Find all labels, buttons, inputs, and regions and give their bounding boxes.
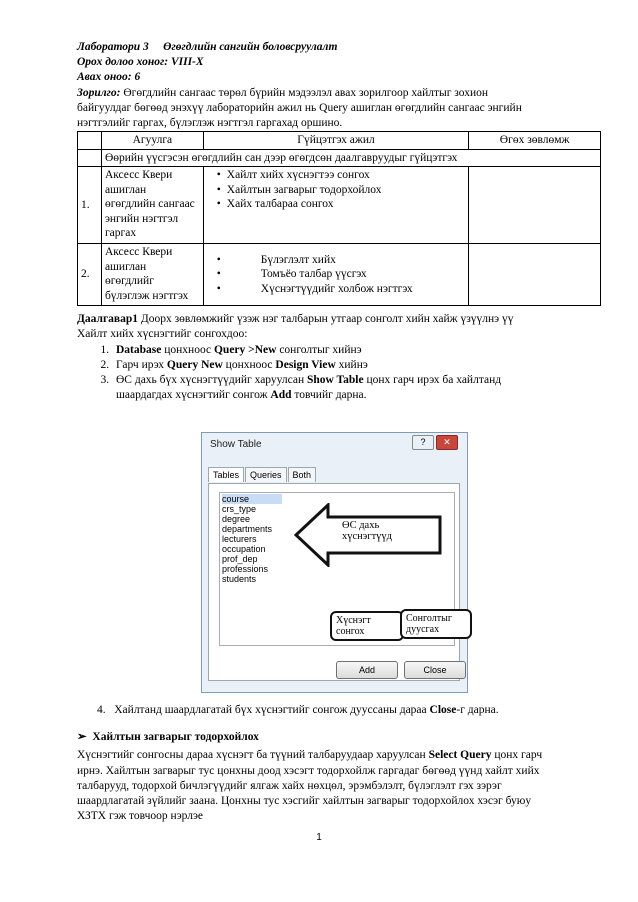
arrow-callout-text [342, 520, 392, 542]
document-page [77, 40, 577, 403]
section-heading-text: Хайлтын загварыг тодорхойлох [92, 731, 259, 744]
row-number: 1. [78, 167, 102, 244]
lab-title-line [77, 40, 577, 55]
lab-topic: Өгөгдлийн сангийн боловсруулалт [163, 41, 338, 53]
callout-line: Сонголтыг [406, 613, 452, 624]
content-line: ашиглан [104, 260, 147, 273]
step4-text: Хайлтанд шаардлагатай бүх хүснэгтийг сонгож дууссаны дараа [114, 704, 430, 716]
row-tasks [203, 167, 469, 244]
task-list [207, 168, 466, 212]
points-label: Авах оноо: [77, 71, 132, 84]
lower-section [77, 703, 597, 824]
tab-both[interactable]: Both [288, 467, 317, 482]
list-item[interactable]: crs_type [222, 504, 257, 514]
add-callout [330, 611, 404, 641]
add-button[interactable]: Add [336, 661, 398, 679]
task1-steps [77, 343, 577, 404]
list-item: • Бүлэглэлт хийх [219, 253, 466, 268]
step4 [77, 703, 597, 718]
task1-intro-2: Хайлт хийх хүснэгтийг сонгохдоо: [77, 328, 248, 341]
para-line: ирнэ. Хайлтын загварыг тус цонхны доод хэсэгт тодорхойлж гаргадаг бөгөөд үүнд хайлт хийх [77, 764, 540, 777]
header-tasks: Гүйцэтгэх ажил [203, 132, 469, 150]
list-item: • Хайх талбараа сонгох [219, 197, 466, 212]
list-item: 1. Database цонхноос Query >New сонголтыг хийнэ [112, 343, 577, 358]
list-item[interactable]: lecturers [222, 534, 257, 544]
tab-queries[interactable]: Queries [245, 467, 287, 482]
lab-title: Лаборатори 3 [77, 41, 149, 53]
para-line: Хүснэгтийг сонгосны дараа хүснэгт ба түүний талбаруудаар харуулсан Select Query цонх гарч [77, 749, 543, 762]
dialog-tabs [208, 467, 317, 482]
list-item: 2. Гарч ирэх Query New цонхноос Design View хийнэ [112, 358, 577, 373]
content-line: гаргах [104, 227, 137, 240]
row-number: 2. [78, 244, 102, 306]
list-item[interactable]: course [222, 494, 282, 504]
content-line: Аксесс Квери [104, 246, 173, 259]
week-value: VIII-X [170, 56, 204, 69]
list-item[interactable]: departments [222, 524, 273, 534]
goal-line-3: нэгтгэлийг гаргах, бүлэглэж нэгтгэл гаргахад оршино. [77, 117, 343, 130]
callout-line: дуусгах [406, 624, 440, 635]
task1-intro: Доорх зөвлөмжийг үзэж нэг талбарын утгаар сонголт хийн хайж үзүүлнэ үү [140, 313, 514, 326]
header-content: Агуулга [101, 132, 203, 150]
table-span-row [78, 149, 601, 167]
goal-line-2: байгуулдаг бөгөөд энэхүү лабораторийн ажил нь Query ашиглан өгөгдлийн сангаас энгийн [77, 101, 522, 114]
section-heading [77, 730, 597, 745]
list-item[interactable]: professions [222, 564, 269, 574]
list-item[interactable]: degree [222, 514, 251, 524]
week-label: Орох долоо хоног: [77, 56, 169, 69]
list-item[interactable]: students [222, 574, 257, 584]
list-item: 3. ӨС дахь бүх хүснэгтүүдийг харуулсан Show Table цонх гарч ирэх ба хайлтанд шаардагдах хүснэгтийг сонгож Add товчийг дарна. [112, 373, 577, 403]
step4-suffix: -г дарна. [456, 704, 499, 716]
content-line: Аксесс Квери [104, 169, 173, 182]
callout-line: ӨС дахь [342, 520, 380, 531]
list-item[interactable]: occupation [222, 544, 266, 554]
week-line [77, 55, 577, 70]
table-row [78, 167, 601, 244]
span-row-text: Өөрийн үүсгэсэн өгөгдлийн сан дээр өгөгдсөн даалгавруудыг гүйцэтгэх [101, 149, 600, 167]
content-line: ашиглан [104, 183, 147, 196]
row-tasks [203, 244, 469, 306]
arrow-bullet-icon: ➢ [77, 731, 87, 744]
list-item: • Хайлт хийх хүснэгтээ сонгох [219, 168, 466, 183]
list-item: • Хүснэгтүүдийг холбож нэгтгэх [219, 282, 466, 297]
close-callout [400, 609, 472, 639]
para-line: ХЗТХ гэж товчоор нэрлэе [77, 810, 204, 823]
table-row [78, 244, 601, 306]
goal-text: Өгөгдлийн сангаас төрөл бүрийн мэдээлэл авах зорилгоор хайлтыг зохион [123, 86, 489, 99]
goal-label: Зорилго: [77, 86, 121, 99]
show-table-dialog-figure [201, 432, 468, 693]
para-line: талбарууд, тодорхой бичлэгүүдийг ялгаж хайх нөхцөл, эрэмбэлэлт, бүлэглэлт гэх зэрэг [77, 779, 502, 792]
points-line [77, 70, 577, 85]
header-advice: Өгөх зөвлөмж [469, 132, 601, 150]
step4-bold: Close [429, 704, 457, 716]
content-line: энгийн нэгтгэл [104, 212, 179, 225]
task-list [207, 253, 466, 297]
row-content [101, 244, 203, 306]
tab-tables[interactable]: Tables [208, 467, 244, 482]
task1-label: Даалгавар1 [77, 313, 139, 326]
task1-intro-line [77, 312, 577, 327]
help-icon[interactable]: ? [412, 435, 434, 450]
list-item: • Томъёо талбар үүсгэх [219, 267, 466, 282]
list-item[interactable]: prof_dep [222, 554, 258, 564]
dialog-title: Show Table [210, 439, 262, 450]
callout-line: сонгох [336, 626, 365, 637]
lab-plan-table [77, 131, 601, 306]
content-line: бүлэглэж нэгтгэх [104, 289, 189, 302]
step4-number: 4. [97, 704, 106, 716]
list-item: • Хайлтын загварыг тодорхойлох [219, 183, 466, 198]
callout-line: Хүснэгт [336, 615, 371, 626]
row-content [101, 167, 203, 244]
content-line: өгөгдлийг [104, 275, 154, 288]
para-line: шаардлагатай зүйлийг заана. Цонхны тус хэсгийг хайлтын загварыг тодорхойлох хэсэг буюу [77, 795, 532, 808]
content-line: өгөгдлийн сангаас [104, 198, 195, 211]
points-value: 6 [134, 71, 141, 84]
row-advice [469, 167, 601, 244]
goal-line-1 [77, 86, 577, 101]
page-number: 1 [316, 832, 322, 843]
row-advice [469, 244, 601, 306]
callout-line: хүснэгтүүд [342, 531, 393, 542]
close-button[interactable]: Close [404, 661, 466, 679]
table-header-row [78, 132, 601, 150]
close-icon[interactable]: ✕ [436, 435, 458, 450]
